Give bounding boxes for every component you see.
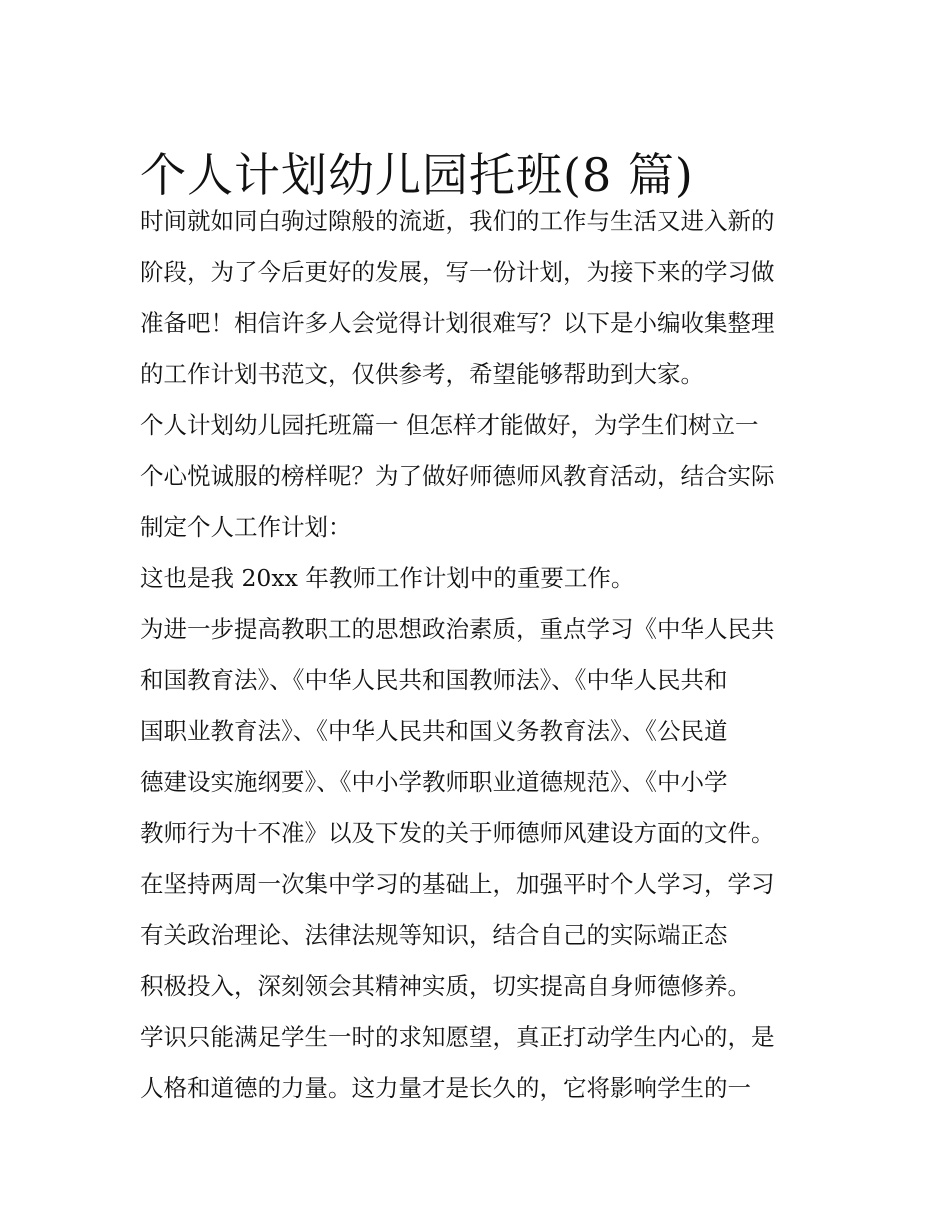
body-line: 教师行为十不准》以及下发的关于师德师风建设方面的文件。 — [140, 819, 775, 847]
body-line: 国职业教育法》、《中华人民共和国义务教育法》、《公民道 — [140, 717, 728, 745]
body-line: 时间就如同白驹过隙般的流逝，我们的工作与生活又进入新的 — [140, 207, 775, 235]
body-line: 有关政治理论、法律法规等知识，结合自己的实际端正态 — [140, 921, 728, 949]
body-line: 制定个人工作计划： — [140, 513, 352, 541]
body-line: 这也是我 20xx 年教师工作计划中的重要工作。 — [140, 564, 635, 592]
body-line: 在坚持两周一次集中学习的基础上，加强平时个人学习，学习 — [140, 870, 775, 898]
body-line: 个人计划幼儿园托班篇一 但怎样才能做好，为学生们树立一 — [140, 411, 759, 439]
body-line: 积极投入，深刻领会其精神实质，切实提高自身师德修养。 — [140, 972, 751, 1000]
body-line: 准备吧！相信许多人会觉得计划很难写？以下是小编收集整理 — [140, 309, 775, 337]
body-line: 学识只能满足学生一时的求知愿望，真正打动学生内心的，是 — [140, 1023, 775, 1051]
body-line: 为进一步提高教职工的思想政治素质，重点学习《中华人民共 — [140, 615, 775, 643]
body-line: 的工作计划书范文，仅供参考，希望能够帮助到大家。 — [140, 360, 704, 388]
document-title: 个人计划幼儿园托班(8 篇) — [140, 147, 694, 202]
body-line: 和国教育法》、《中华人民共和国教师法》、《中华人民共和 — [140, 666, 728, 694]
body-line: 个心悦诚服的榜样呢？为了做好师德师风教育活动，结合实际 — [140, 462, 775, 490]
body-line: 阶段，为了今后更好的发展，写一份计划，为接下来的学习做 — [140, 258, 775, 286]
body-line: 德建设实施纲要》、《中小学教师职业道德规范》、《中小学 — [140, 768, 728, 796]
body-line: 人格和道德的力量。这力量才是长久的，它将影响学生的一 — [140, 1074, 751, 1102]
